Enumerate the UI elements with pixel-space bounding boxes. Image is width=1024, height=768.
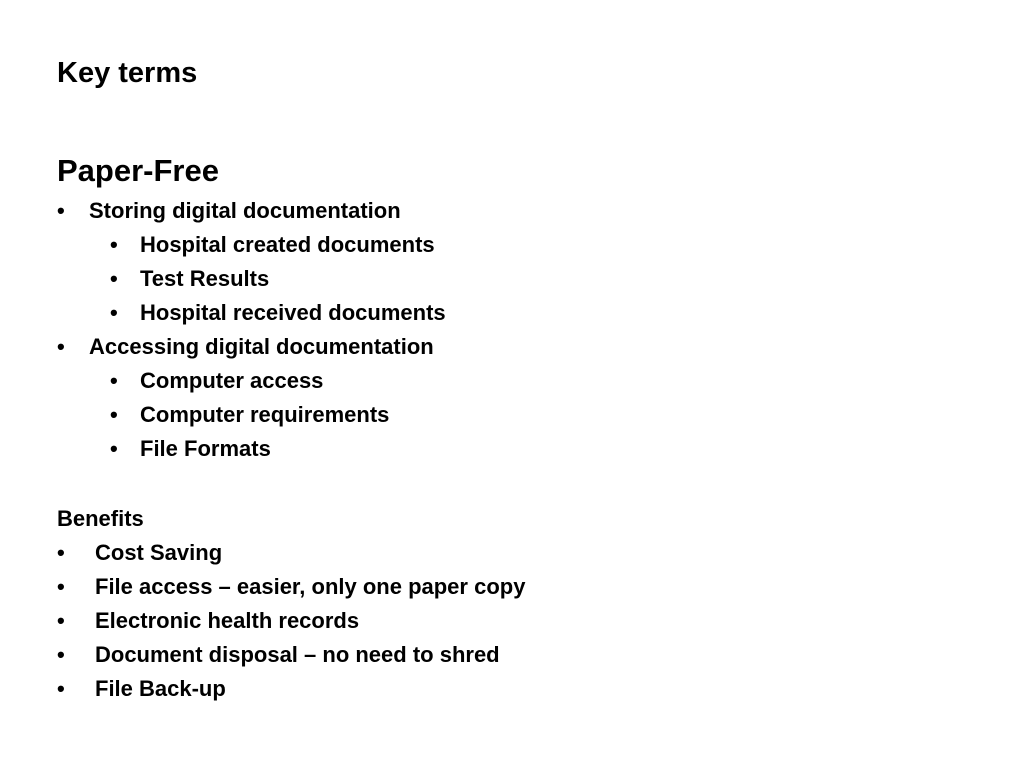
- bullet-icon: •: [57, 334, 65, 359]
- list-item-file-formats: File Formats: [140, 436, 271, 461]
- list-item-computer-access: Computer access: [140, 368, 324, 393]
- bullet-icon: •: [110, 300, 118, 325]
- bullet-icon: •: [57, 608, 65, 633]
- paper-free-heading: Paper-Free: [57, 153, 219, 188]
- bullet-icon: •: [57, 676, 65, 701]
- list-item-accessing: Accessing digital documentation: [89, 334, 434, 359]
- bullet-icon: •: [57, 574, 65, 599]
- list-item-storing: Storing digital documentation: [89, 198, 401, 223]
- list-item-file-back-up: File Back-up: [95, 676, 226, 701]
- bullet-icon: •: [57, 642, 65, 667]
- list-item-test-results: Test Results: [140, 266, 270, 291]
- bullet-icon: •: [57, 540, 65, 565]
- list-item-file-access: File access – easier, only one paper copy: [95, 574, 526, 599]
- list-item-hospital-created: Hospital created documents: [140, 232, 435, 257]
- list-item-hospital-received: Hospital received documents: [140, 300, 446, 325]
- list-item-electronic-health-records: Electronic health records: [95, 608, 360, 633]
- list-item-document-disposal: Document disposal – no need to shred: [95, 642, 500, 667]
- bullet-icon: •: [110, 402, 118, 427]
- list-item-cost-saving: Cost Saving: [95, 540, 223, 565]
- bullet-icon: •: [110, 368, 118, 393]
- benefits-heading: Benefits: [57, 506, 144, 531]
- bullet-icon: •: [57, 198, 65, 223]
- slide-title: Key terms: [57, 57, 198, 89]
- bullet-icon: •: [110, 266, 118, 291]
- list-item-computer-requirements: Computer requirements: [140, 402, 390, 427]
- bullet-icon: •: [110, 232, 118, 257]
- bullet-icon: •: [110, 436, 118, 461]
